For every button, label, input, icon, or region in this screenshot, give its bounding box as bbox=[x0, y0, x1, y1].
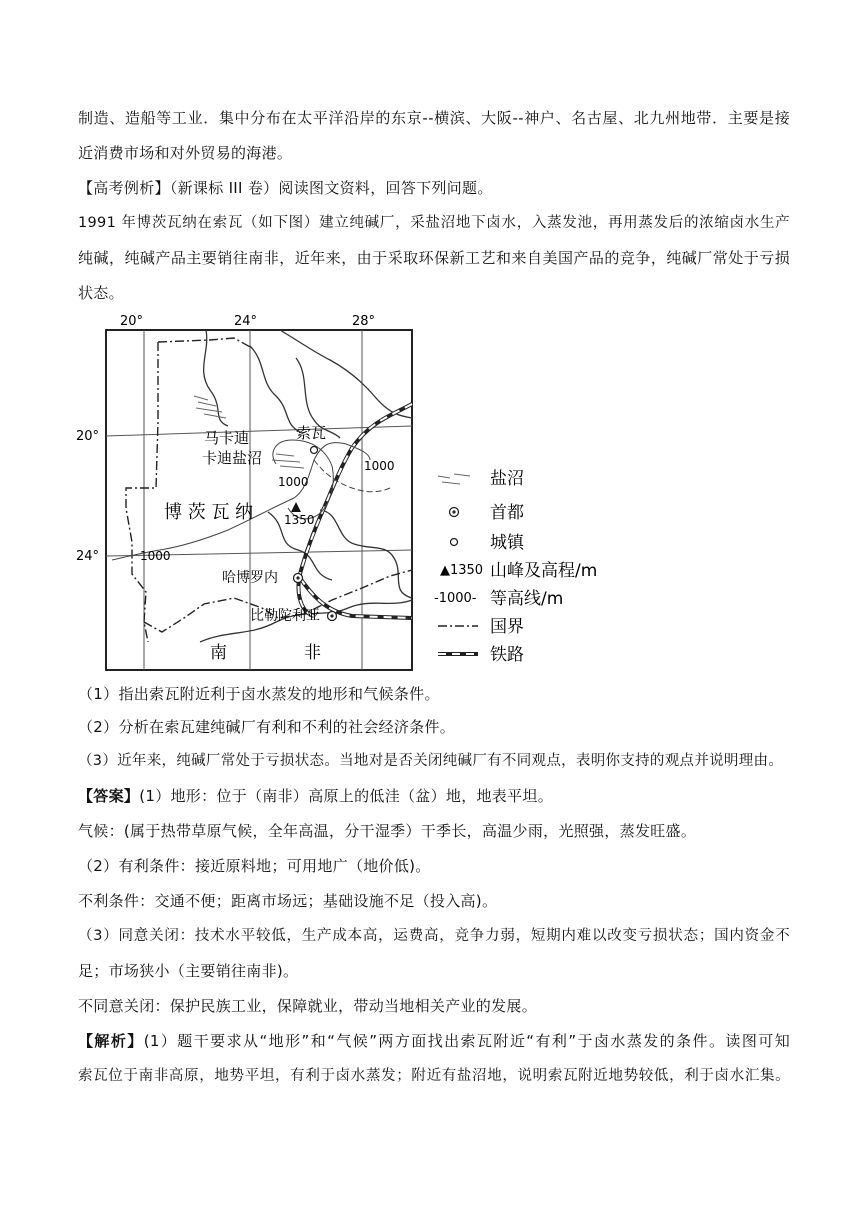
example-heading bbox=[78, 178, 790, 198]
legend-salt-marsh-symbol bbox=[438, 474, 470, 484]
intro-line: 纯碱，纯碱产品主要销往南非，近年来，由于采取环保新工艺和来自美国产品的竞争，纯碱厂常处于亏损 bbox=[78, 249, 790, 267]
question-2: （2）分析在索瓦建纯碱厂有利和不利的社会经济条件。 bbox=[78, 718, 456, 736]
text-line: 制造、造船等工业．集中分布在太平洋沿岸的东京--横滨、大阪--神户、名古屋、北九州地带．主要是接 bbox=[78, 109, 790, 127]
legend-label-border: 国界 bbox=[490, 617, 524, 637]
answer-line: 不同意关闭：保护民族工业，保障就业，带动当地相关产业的发展。 bbox=[78, 997, 538, 1015]
example-tag: 【高考例析】 bbox=[78, 179, 170, 197]
example-source: （新课标 III 卷）阅读图文资料，回答下列问题。 bbox=[169, 179, 493, 197]
text-line: 近消费市场和对外贸易的海港。 bbox=[78, 144, 293, 162]
peak-label: 1350 bbox=[284, 513, 315, 527]
map-label-makadi-salt-marsh: 卡迪盐沼 bbox=[202, 449, 263, 467]
contour-label: 1000 bbox=[364, 459, 395, 473]
legend-label-town: 城镇 bbox=[490, 533, 524, 553]
legend-label-peak: 山峰及高程/m bbox=[490, 561, 598, 581]
answer-line: 不利条件：交通不便；距离市场远；基础设施不足（投入高)。 bbox=[78, 892, 498, 910]
latitude-label: 20° bbox=[76, 429, 100, 444]
river bbox=[320, 510, 412, 598]
river bbox=[250, 346, 300, 432]
answer-line: （3）同意关闭：技术水平较低，生产成本高，运费高，竞争力弱，短期内难以改变亏损状态；国内资金不 bbox=[78, 928, 790, 944]
analysis-tag: 【解析】 bbox=[78, 1032, 144, 1050]
answer-line: （2）有利条件：接近原料地；可用地广（地价低)。 bbox=[78, 857, 431, 875]
contour-label: 1000 bbox=[278, 475, 309, 489]
map-label-makadi: 马卡迪 bbox=[204, 429, 250, 447]
town-marker bbox=[311, 447, 318, 454]
intro-line: 1991 年博茨瓦纳在索瓦（如下图）建立纯碱厂，采盐沼地下卤水，入蒸发池，再用蒸发后的浓缩卤水生产 bbox=[78, 215, 790, 231]
contour-label: 1000 bbox=[140, 549, 171, 563]
map-label-pretoria: 比勒陀利亚 bbox=[250, 608, 320, 624]
question-3: （3）近年来，纯碱厂常处于亏损状态。当地对是否关闭纯碱厂有不同观点，表明你支持的观点并说明理由。 bbox=[78, 753, 784, 769]
legend-label-railway: 铁路 bbox=[490, 645, 524, 665]
map-legend bbox=[434, 469, 597, 665]
map-figure bbox=[76, 312, 640, 676]
map-label-sowa: 索瓦 bbox=[296, 424, 327, 442]
longitude-label: 20° bbox=[120, 314, 144, 329]
map-svg bbox=[76, 312, 640, 676]
national-border bbox=[126, 342, 158, 642]
border-lines bbox=[126, 338, 412, 642]
map-label-south: 南 bbox=[210, 643, 227, 663]
answer-line: 足；市场狭小（主要销往南非)。 bbox=[78, 962, 299, 980]
intro-line: 状态。 bbox=[78, 284, 124, 302]
answer-text: (1）地形：位于（南非）高原上的低洼（盆）地，地表平坦。 bbox=[139, 787, 554, 805]
national-border bbox=[158, 338, 252, 348]
river bbox=[280, 330, 412, 418]
longitude-label: 28° bbox=[352, 314, 376, 329]
answer-line: 气候：(属于热带草原气候，全年高温，分干湿季）干季长，高温少雨，光照强，蒸发旺盛。 bbox=[78, 822, 697, 840]
river bbox=[204, 330, 228, 426]
analysis-line: 索瓦位于南非高原，地势平坦，有利于卤水蒸发；附近有盐沼地，说明索瓦附近地势较低，利于卤水汇集。 bbox=[78, 1068, 790, 1084]
map-label-gaborone: 哈博罗内 bbox=[222, 570, 278, 586]
longitude-label: 24° bbox=[234, 314, 258, 329]
legend-label-salt-marsh: 盐沼 bbox=[490, 469, 524, 489]
peak-marker bbox=[291, 502, 301, 512]
map-label-africa: 非 bbox=[304, 643, 321, 663]
latitude-label: 24° bbox=[76, 549, 100, 564]
analysis-heading bbox=[78, 1031, 790, 1051]
legend-label-capital: 首都 bbox=[490, 503, 524, 523]
answer-heading bbox=[78, 786, 790, 806]
analysis-text: (1）题干要求从“地形”和“气候”两方面找出索瓦附近“有利”于卤水蒸发的条件。读图可知 bbox=[143, 1032, 790, 1050]
legend-label-contour: 等高线/m bbox=[490, 589, 564, 609]
legend-contour-symbol: -1000- bbox=[434, 591, 477, 606]
map-label-botswana: 博 茨 瓦 纳 bbox=[164, 502, 254, 523]
legend-peak-symbol: ▲1350 bbox=[440, 563, 484, 578]
legend-town-symbol bbox=[451, 539, 458, 546]
answer-tag: 【答案】 bbox=[78, 787, 140, 805]
question-1: （1）指出索瓦附近利于卤水蒸发的地形和气候条件。 bbox=[78, 685, 440, 703]
